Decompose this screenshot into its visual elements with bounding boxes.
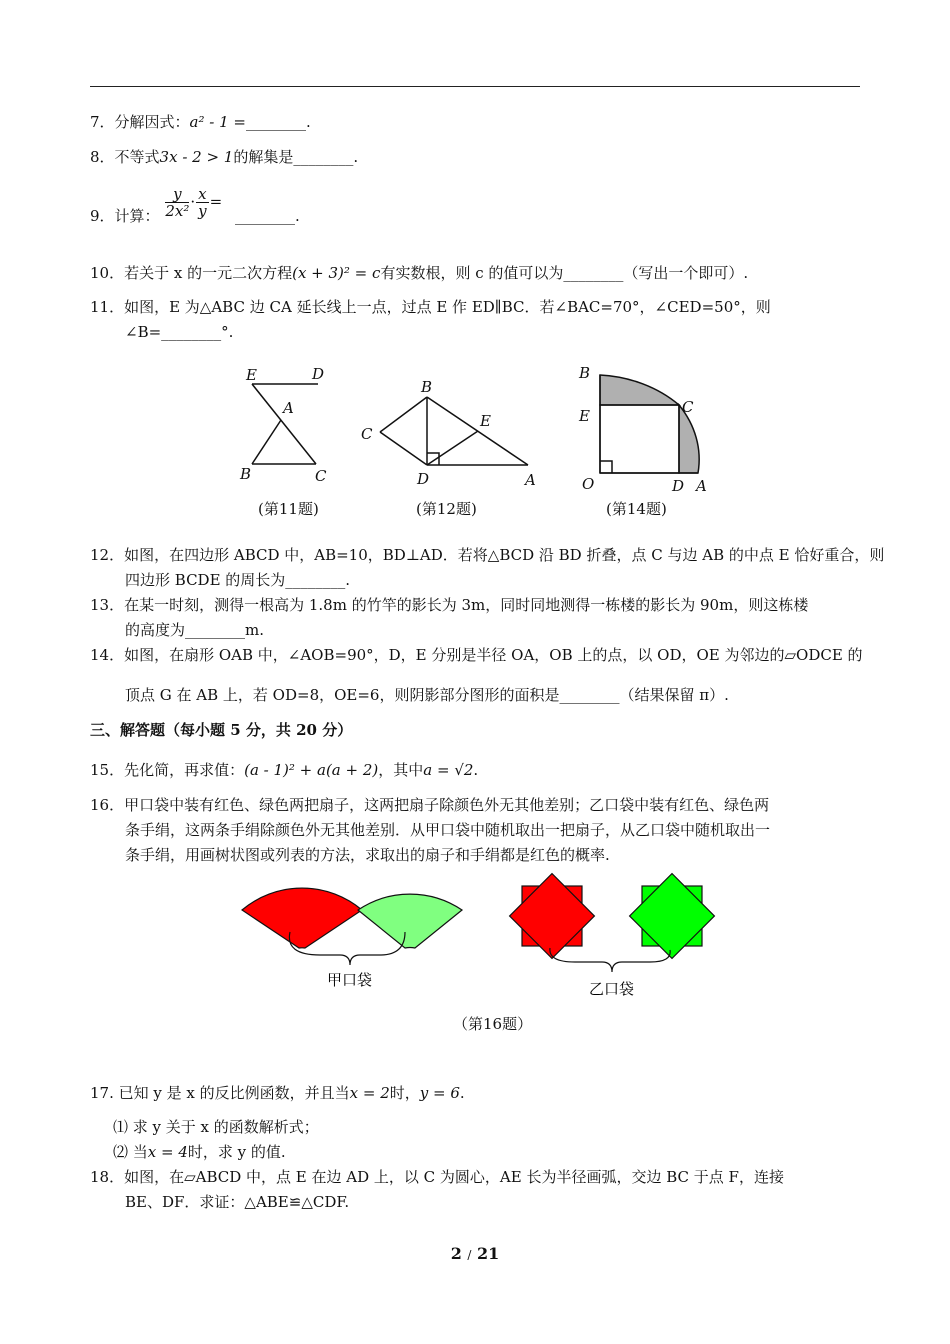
header-rule (90, 86, 860, 87)
question-11-cont: ∠B=________°. (125, 323, 234, 341)
fraction-y-over-2x2: $\frac{y}{\text{2x²}}$ (165, 185, 190, 220)
question-12: 12．如图，在四边形 ABCD 中，AB=10，BD⊥AD．若将△BCD 沿 BD 折叠，点 C 与边 AB 的中点 E 恰好重合，则 (90, 546, 885, 564)
label-E: E (579, 407, 590, 425)
green-fan (358, 894, 462, 948)
green-handkerchief (630, 874, 715, 959)
answer-blank: ________ (246, 113, 306, 131)
question-7: 7．分解因式：a² - 1 =________. (90, 113, 311, 131)
figure-16 (230, 870, 730, 1005)
label-B: B (240, 465, 252, 483)
answer-blank: ________ (563, 264, 624, 282)
q10-equation: (x + 3)² = c (292, 264, 381, 282)
question-9: 9．计算： $\frac{y}{\text{2x²}}$ · $\frac{x}{y}$ = ________. (90, 185, 300, 225)
label-A: A (696, 477, 707, 495)
q8-expression: 3x - 2 > 1 (159, 148, 234, 166)
label-B: B (579, 364, 591, 382)
question-14-cont: 顶点 G 在 AB 上，若 OD=8，OE=6，则阴影部分图形的面积是________（结果保留 π）. (125, 686, 729, 704)
q17-condition-y: y = 6 (419, 1084, 460, 1102)
question-18: 18．如图，在▱ABCD 中，点 E 在边 AD 上，以 C 为圆心，AE 长为半径画弧，交边 BC 于点 F，连接 (90, 1168, 784, 1186)
answer-blank: ________ (293, 148, 354, 166)
question-15: 15．先化简，再求值：(a - 1)² + a(a + 2)，其中a = √2. (90, 761, 479, 779)
q15-condition: a = √2 (423, 761, 474, 779)
bag2-label: 乙口袋 (589, 980, 635, 998)
q7-expression: a² - 1 = (189, 113, 246, 131)
question-17-part2: ⑵ 当x = 4时，求 y 的值. (113, 1143, 286, 1161)
label-D: D (312, 365, 325, 383)
question-16: 16．甲口袋中装有红色、绿色两把扇子，这两把扇子除颜色外无其他差别；乙口袋中装有红色、绿色两 (90, 796, 770, 814)
bag2-brace (550, 948, 670, 972)
page-number: 2 / 21 (450, 1244, 500, 1263)
figure-11 (230, 360, 350, 490)
question-13: 13．在某一时刻，测得一根高为 1.8m 的竹竿的影长为 3m，同时同地测得一栋楼的影长为 90m，则这栋楼 (90, 596, 809, 614)
segment-BC (380, 397, 427, 432)
figure-14 (575, 362, 725, 497)
question-13-cont: 的高度为________m. (125, 621, 264, 639)
label-C: C (315, 467, 327, 485)
question-18-cont: BE、DF．求证：△ABE≌△CDF. (125, 1193, 350, 1211)
question-17-part1: ⑴ 求 y 关于 x 的函数解析式； (113, 1118, 319, 1136)
q17-condition-x: x = 2 (349, 1084, 390, 1102)
caption-fig14: (第14题) (606, 500, 667, 518)
red-handkerchief (510, 874, 595, 959)
question-16-cont: 条手绢，这两条手绢除颜色外无其他差别．从甲口袋中随机取出一把扇子，从乙口袋中随机取出一 (125, 821, 771, 839)
label-E: E (480, 412, 491, 430)
question-17: 17. 已知 y 是 x 的反比例函数，并且当x = 2时，y = 6. (90, 1084, 465, 1102)
section-heading: 三、解答题（每小题 5 分，共 20 分） (90, 721, 353, 739)
shaded-region-top (600, 375, 679, 405)
segment-CD (380, 432, 427, 465)
answer-blank: ________ (234, 206, 295, 225)
question-12-cont: 四边形 BCDE 的周长为________. (125, 571, 351, 589)
segment-DE (427, 431, 478, 465)
caption-fig16: （第16题） (453, 1015, 533, 1033)
question-14: 14．如图，在扇形 OAB 中，∠AOB=90°，D，E 分别是半径 OA，OB 上的点，以 OD，OE 为邻边的▱ODCE 的 (90, 646, 863, 664)
label-C: C (361, 425, 373, 443)
q17-part2-condition: x = 4 (147, 1143, 188, 1161)
q15-expression: (a - 1)² + a(a + 2) (244, 761, 379, 779)
label-D: D (417, 470, 430, 488)
question-11: 11．如图，E 为△ABC 边 CA 延长线上一点，过点 E 作 ED∥BC．若∠BAC=70°，∠CED=50°，则 (90, 298, 771, 316)
label-O: O (582, 475, 595, 493)
question-16-cont: 条手绢，用画树状图或列表的方法，求取出的扇子和手绢都是红色的概率. (125, 846, 610, 864)
right-angle-mark (600, 461, 612, 473)
caption-fig11: (第11题) (258, 500, 319, 518)
question-8: 8．不等式3x - 2 > 1的解集是________. (90, 148, 359, 166)
figure-12 (355, 375, 545, 495)
fraction-x-over-y: $\frac{x}{y}$ (198, 185, 207, 220)
label-E: E (246, 366, 257, 384)
segment-BA (252, 420, 281, 464)
label-A: A (525, 471, 536, 489)
label-C: C (682, 398, 694, 416)
label-D: D (672, 477, 685, 495)
question-10: 10．若关于 x 的一元二次方程(x + 3)² = c有实数根，则 c 的值可以为________（写出一个即可）. (90, 264, 749, 282)
label-A: A (283, 399, 294, 417)
label-B: B (421, 378, 433, 396)
segment-EC (252, 384, 316, 464)
red-fan (242, 888, 362, 948)
caption-fig12: (第12题) (416, 500, 477, 518)
bag1-label: 甲口袋 (327, 971, 373, 989)
